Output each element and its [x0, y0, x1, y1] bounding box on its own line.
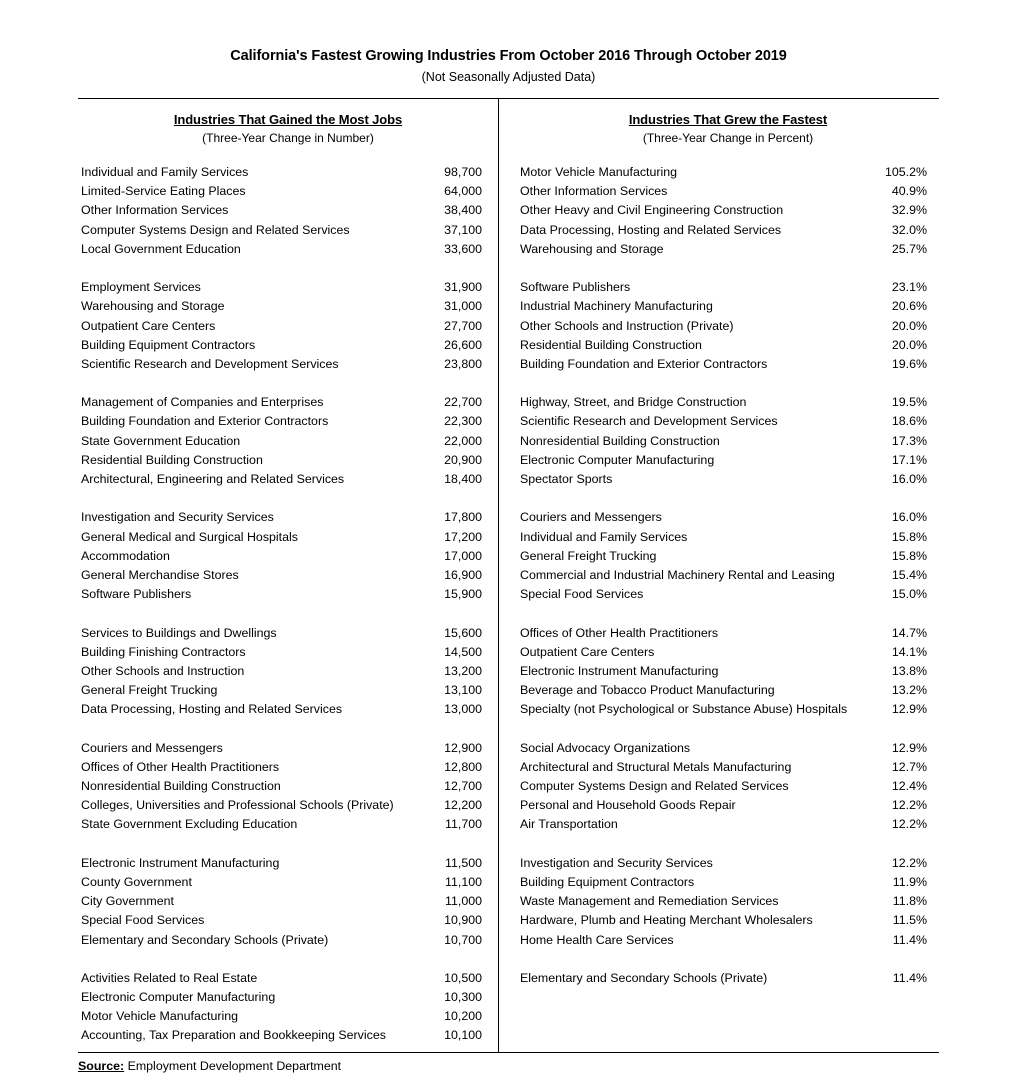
industry-value: 20,900 [444, 452, 482, 467]
table-row [517, 221, 939, 240]
table-row [78, 854, 498, 873]
table-row [78, 777, 498, 796]
industry-value: 22,700 [444, 395, 482, 410]
industry-name: County Government [81, 874, 192, 889]
industry-name: Commercial and Industrial Machinery Rental and Leasing [520, 567, 835, 582]
industry-value: 11.4% [892, 970, 927, 985]
right-bottom-pad [517, 988, 939, 994]
industry-name: Elementary and Secondary Schools (Private) [81, 932, 329, 947]
table-row [78, 815, 498, 834]
table-row [78, 336, 498, 355]
industry-value: 11,100 [445, 874, 482, 889]
industry-value: 12.4% [891, 779, 927, 793]
right-rows [517, 163, 939, 988]
industry-name: Special Food Services [81, 913, 205, 928]
industry-name: Home Health Care Services [520, 932, 674, 947]
table-row [517, 796, 939, 815]
column-header-most-jobs [78, 99, 498, 145]
industry-value: 12.2% [891, 798, 927, 813]
source-text: Employment Development Department [124, 1058, 342, 1073]
industry-value: 16.0% [891, 510, 927, 525]
industry-value: 15.8% [891, 548, 927, 563]
industry-value: 10,700 [444, 932, 482, 947]
industry-name: Beverage and Tobacco Product Manufacturing [520, 683, 775, 698]
industry-value: 64,000 [444, 184, 482, 199]
industry-name: Outpatient Care Centers [520, 644, 655, 659]
group-separator [78, 374, 498, 393]
table-row [78, 1026, 498, 1045]
industry-name: Outpatient Care Centers [81, 318, 216, 333]
industry-name: Waste Management and Remediation Services [520, 894, 779, 909]
table-row [78, 624, 498, 643]
industry-name: Building Equipment Contractors [520, 874, 695, 889]
industry-name: Hardware, Plumb and Heating Merchant Wholesalers [520, 913, 813, 928]
industry-value: 32.0% [891, 222, 927, 237]
table-row [78, 393, 498, 412]
industry-name: Motor Vehicle Manufacturing [81, 1009, 239, 1024]
table-row [78, 700, 498, 719]
industry-value: 12,800 [444, 759, 482, 774]
industry-name: Personal and Household Goods Repair [520, 798, 736, 813]
table-row [78, 451, 498, 470]
industry-value: 17.1% [891, 452, 927, 467]
industry-name: General Merchandise Stores [81, 567, 239, 582]
industry-name: Electronic Instrument Manufacturing [520, 663, 719, 678]
table-row [517, 758, 939, 777]
industry-value: 20.6% [891, 299, 927, 314]
industry-value: 13,100 [444, 683, 482, 698]
industry-name: Motor Vehicle Manufacturing [520, 165, 678, 179]
source-note [78, 1059, 1017, 1073]
left-rows [78, 163, 498, 1046]
industry-value: 18.6% [891, 414, 927, 429]
industry-value: 12,700 [444, 779, 482, 793]
industry-name: Activities Related to Real Estate [81, 970, 258, 985]
industry-value: 10,300 [444, 990, 482, 1005]
table-row [517, 451, 939, 470]
table-row [78, 182, 498, 201]
industry-value: 17,800 [444, 510, 482, 525]
table-row [78, 873, 498, 892]
group-separator [78, 719, 498, 738]
table-row [517, 643, 939, 662]
industry-value: 12.7% [891, 759, 927, 774]
table-row [517, 432, 939, 451]
industry-name: Management of Companies and Enterprises [81, 395, 324, 410]
industry-value: 17.3% [891, 433, 927, 448]
industry-value: 12.2% [891, 817, 927, 832]
industry-name: Nonresidential Building Construction [81, 779, 281, 793]
table-row [78, 681, 498, 700]
industry-value: 11.8% [892, 894, 927, 909]
table-row [517, 662, 939, 681]
industry-value: 23,800 [444, 356, 482, 371]
group-separator [78, 604, 498, 623]
industry-name: Computer Systems Design and Related Services [520, 779, 789, 793]
industry-name: Industrial Machinery Manufacturing [520, 299, 713, 314]
industry-name: Accommodation [81, 548, 170, 563]
industry-name: Other Heavy and Civil Engineering Construction [520, 203, 784, 218]
industry-value: 25.7% [891, 241, 927, 256]
column-fastest-growing [499, 99, 939, 1052]
table-row [517, 201, 939, 220]
industry-name: Architectural, Engineering and Related Services [81, 472, 345, 486]
table-row [517, 681, 939, 700]
left-bottom-pad [78, 1046, 498, 1052]
industry-value: 17,200 [444, 529, 482, 544]
industry-value: 13,000 [444, 702, 482, 717]
group-separator [517, 719, 939, 738]
industry-value: 23.1% [891, 280, 927, 295]
group-separator [517, 259, 939, 278]
industry-value: 14,500 [444, 644, 482, 659]
industry-name: Nonresidential Building Construction [520, 433, 720, 448]
industry-value: 11,700 [445, 817, 482, 832]
industry-value: 38,400 [444, 203, 482, 218]
table-row [517, 182, 939, 201]
data-table [78, 98, 939, 1053]
industry-name: Accounting, Tax Preparation and Bookkeeping Services [81, 1028, 386, 1043]
industry-name: Data Processing, Hosting and Related Services [520, 222, 782, 237]
column-heading: Industries That Grew the Fastest [628, 112, 828, 127]
industry-value: 15,600 [444, 625, 482, 640]
industry-name: Air Transportation [520, 817, 618, 832]
industry-value: 12,200 [444, 798, 482, 813]
table-row [517, 777, 939, 796]
table-columns [78, 99, 939, 1052]
industry-name: Employment Services [81, 280, 201, 295]
title-block [0, 0, 1017, 84]
industry-name: Social Advocacy Organizations [520, 740, 691, 755]
industry-name: Building Equipment Contractors [81, 337, 256, 352]
industry-value: 11,500 [445, 855, 482, 870]
industry-name: Colleges, Universities and Professional Schools (Private) [81, 798, 394, 813]
industry-name: Couriers and Messengers [81, 740, 223, 755]
table-row [78, 432, 498, 451]
industry-name: Investigation and Security Services [81, 510, 274, 525]
industry-value: 31,900 [444, 280, 482, 295]
table-row [78, 508, 498, 527]
industry-value: 11.5% [892, 913, 927, 928]
column-subheading: (Three-Year Change in Number) [202, 131, 374, 145]
table-row [78, 201, 498, 220]
industry-name: Electronic Computer Manufacturing [520, 452, 715, 467]
table-row [78, 278, 498, 297]
table-row [517, 317, 939, 336]
group-separator [517, 604, 939, 623]
table-row [517, 470, 939, 489]
industry-value: 15.0% [891, 587, 927, 602]
industry-value: 22,000 [444, 433, 482, 448]
industry-name: Data Processing, Hosting and Related Services [81, 702, 343, 717]
table-row [78, 412, 498, 431]
source-label: Source: [78, 1058, 125, 1073]
industry-value: 13.2% [891, 683, 927, 698]
table-row [517, 854, 939, 873]
industry-name: General Freight Trucking [81, 683, 218, 698]
industry-name: Residential Building Construction [81, 452, 263, 467]
group-separator [517, 950, 939, 969]
table-row [517, 931, 939, 950]
industry-value: 16,900 [444, 567, 482, 582]
industry-value: 18,400 [444, 472, 482, 486]
industry-name: State Government Education [81, 433, 241, 448]
table-row [517, 412, 939, 431]
industry-value: 17,000 [444, 548, 482, 563]
industry-name: Limited-Service Eating Places [81, 184, 246, 199]
table-row [517, 355, 939, 374]
group-separator [517, 489, 939, 508]
industry-name: City Government [81, 894, 174, 909]
table-row [517, 892, 939, 911]
industry-name: Electronic Computer Manufacturing [81, 990, 276, 1005]
table-row [78, 758, 498, 777]
table-row [78, 221, 498, 240]
table-row [78, 739, 498, 758]
table-row [517, 624, 939, 643]
industry-value: 11,000 [445, 894, 482, 909]
column-heading: Industries That Gained the Most Jobs [173, 112, 403, 127]
industry-name: Highway, Street, and Bridge Construction [520, 395, 747, 410]
industry-value: 19.5% [891, 395, 927, 410]
table-row [517, 297, 939, 316]
industry-value: 11.4% [892, 932, 927, 947]
table-row [78, 662, 498, 681]
table-row [517, 815, 939, 834]
industry-name: Specialty (not Psychological or Substance Abuse) Hospitals [520, 702, 848, 717]
industry-name: Scientific Research and Development Services [81, 356, 339, 371]
group-separator [78, 489, 498, 508]
industry-name: Spectator Sports [520, 472, 613, 486]
industry-value: 12.9% [891, 702, 927, 717]
industry-value: 20.0% [891, 337, 927, 352]
industry-name: Other Information Services [520, 184, 668, 199]
page-title: California's Fastest Growing Industries From October 2016 Through October 2019 [230, 48, 787, 64]
industry-name: Electronic Instrument Manufacturing [81, 855, 280, 870]
industry-value: 10,900 [444, 913, 482, 928]
table-row [517, 528, 939, 547]
industry-name: General Medical and Surgical Hospitals [81, 529, 298, 544]
table-row [517, 393, 939, 412]
industry-name: Offices of Other Health Practitioners [520, 625, 719, 640]
table-row [78, 796, 498, 815]
industry-value: 37,100 [444, 222, 482, 237]
industry-name: Other Information Services [81, 203, 229, 218]
industry-value: 20.0% [891, 318, 927, 333]
table-row [517, 278, 939, 297]
industry-name: Special Food Services [520, 587, 644, 602]
industry-name: Computer Systems Design and Related Services [81, 222, 350, 237]
industry-name: Warehousing and Storage [520, 241, 664, 256]
group-separator [78, 259, 498, 278]
table-row [78, 528, 498, 547]
group-separator [517, 835, 939, 854]
industry-name: State Government Excluding Education [81, 817, 298, 832]
industry-name: Software Publishers [81, 587, 192, 602]
table-row [517, 911, 939, 930]
group-separator [517, 374, 939, 393]
industry-value: 98,700 [444, 165, 482, 179]
table-row [78, 240, 498, 259]
table-row [78, 566, 498, 585]
table-row [517, 700, 939, 719]
table-row [78, 911, 498, 930]
industry-value: 31,000 [444, 299, 482, 314]
table-row [78, 470, 498, 489]
industry-value: 12.9% [891, 740, 927, 755]
industry-value: 16.0% [891, 472, 927, 486]
industry-value: 13.8% [891, 663, 927, 678]
industry-name: Offices of Other Health Practitioners [81, 759, 280, 774]
table-row [78, 892, 498, 911]
industry-value: 15.4% [891, 567, 927, 582]
table-row [517, 873, 939, 892]
table-row [517, 336, 939, 355]
industry-name: Building Foundation and Exterior Contractors [520, 356, 768, 371]
industry-value: 11.9% [892, 874, 927, 889]
industry-name: Investigation and Security Services [520, 855, 713, 870]
table-row [78, 585, 498, 604]
table-row [78, 931, 498, 950]
industry-value: 15,900 [444, 587, 482, 602]
industry-name: General Freight Trucking [520, 548, 657, 563]
table-row [78, 988, 498, 1007]
column-header-fastest-growing [517, 99, 939, 145]
industry-name: Building Finishing Contractors [81, 644, 246, 659]
industry-value: 40.9% [891, 184, 927, 199]
table-row [517, 566, 939, 585]
group-separator [78, 835, 498, 854]
industry-name: Other Schools and Instruction [81, 663, 245, 678]
industry-value: 105.2% [884, 165, 927, 179]
group-separator [78, 950, 498, 969]
industry-value: 26,600 [444, 337, 482, 352]
table-row [78, 643, 498, 662]
industry-name: Building Foundation and Exterior Contractors [81, 414, 329, 429]
table-row [517, 547, 939, 566]
industry-value: 13,200 [444, 663, 482, 678]
industry-name: Elementary and Secondary Schools (Private) [520, 970, 768, 985]
industry-value: 14.7% [891, 625, 927, 640]
industry-name: Other Schools and Instruction (Private) [520, 318, 734, 333]
industry-name: Couriers and Messengers [520, 510, 662, 525]
industry-name: Individual and Family Services [81, 165, 249, 179]
industry-value: 22,300 [444, 414, 482, 429]
table-row [78, 163, 498, 182]
table-row [78, 969, 498, 988]
table-row [78, 355, 498, 374]
industry-value: 10,100 [444, 1028, 482, 1043]
table-row [78, 1007, 498, 1026]
table-row [517, 508, 939, 527]
industry-name: Architectural and Structural Metals Manufacturing [520, 759, 792, 774]
industry-value: 10,500 [444, 970, 482, 985]
table-row [517, 585, 939, 604]
industry-value: 27,700 [444, 318, 482, 333]
industry-value: 33,600 [444, 241, 482, 256]
table-row [517, 163, 939, 182]
industry-name: Scientific Research and Development Services [520, 414, 778, 429]
industry-value: 19.6% [891, 356, 927, 371]
industry-value: 10,200 [444, 1009, 482, 1024]
column-most-jobs [78, 99, 499, 1052]
industry-name: Residential Building Construction [520, 337, 702, 352]
table-row [517, 969, 939, 988]
industry-name: Software Publishers [520, 280, 631, 295]
table-row [78, 297, 498, 316]
industry-value: 15.8% [891, 529, 927, 544]
industry-value: 14.1% [891, 644, 927, 659]
industry-name: Services to Buildings and Dwellings [81, 625, 277, 640]
industry-name: Warehousing and Storage [81, 299, 225, 314]
industry-value: 32.9% [891, 203, 927, 218]
industry-name: Individual and Family Services [520, 529, 688, 544]
table-row [517, 739, 939, 758]
table-row [78, 317, 498, 336]
industry-name: Local Government Education [81, 241, 241, 256]
page-subtitle: (Not Seasonally Adjusted Data) [421, 70, 596, 84]
table-row [517, 240, 939, 259]
column-subheading: (Three-Year Change in Percent) [642, 131, 814, 145]
table-row [78, 547, 498, 566]
industry-value: 12,900 [444, 740, 482, 755]
industry-value: 12.2% [891, 855, 927, 870]
